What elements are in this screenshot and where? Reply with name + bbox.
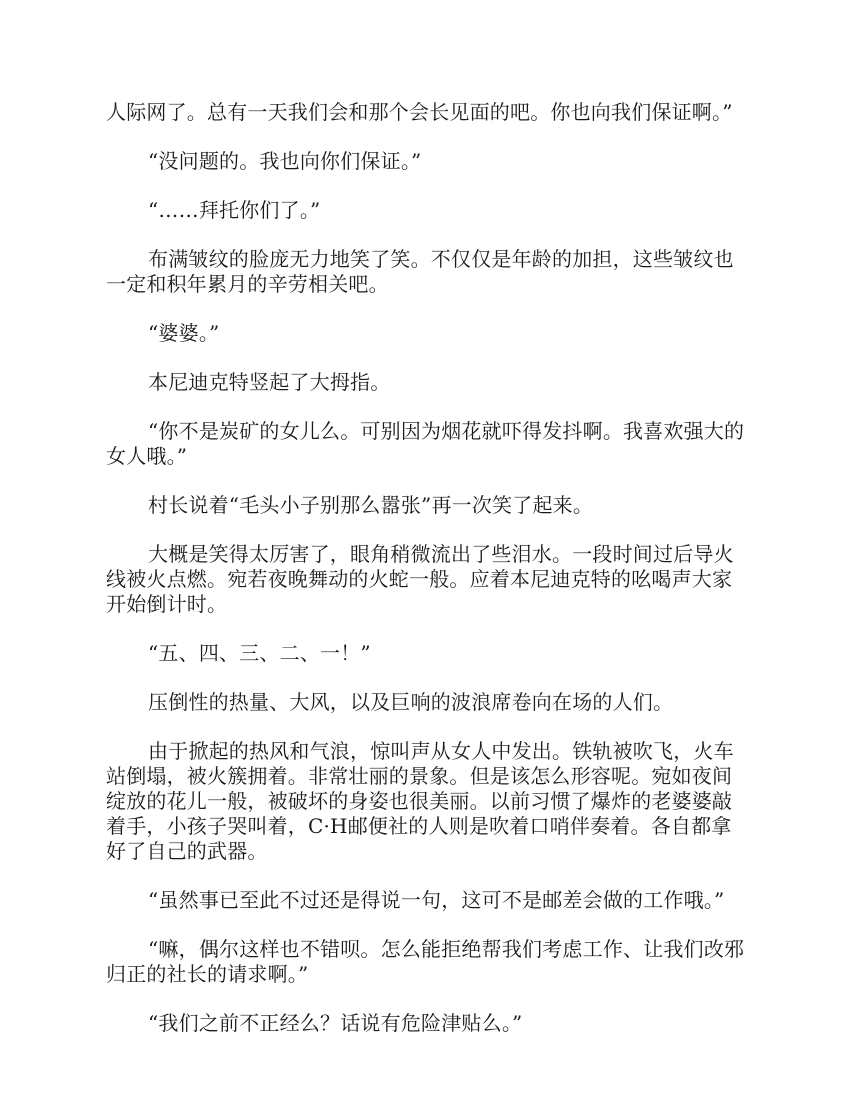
- paragraph: “你不是炭矿的女儿么。可别因为烟花就吓得发抖啊。我喜欢强大的女人哦。”: [106, 419, 745, 468]
- paragraph: 人际网了。总有一天我们会和那个会长见面的吧。你也向我们保证啊。”: [106, 100, 733, 124]
- document-body: [106, 100, 750, 1060]
- paragraph: “嘛，偶尔这样也不错呗。怎么能拒绝帮我们考虑工作、让我们改邪归正的社长的请求啊。”: [106, 937, 745, 986]
- paragraph: 由于掀起的热风和气浪，惊叫声从女人中发出。铁轨被吹飞，火车站倒塌，被火簇拥着。非常壮丽的景象。但是该怎么形容呢。宛如夜间绽放的花儿一般，被破坏的身姿也很美丽。以前习惯了爆炸的老婆婆敲着手，小孩子哭叫着，C·H邮便社的人则是吹着口哨伴奏着。各自都拿好了自己的武器。: [106, 739, 734, 863]
- paragraph: 大概是笑得太厉害了，眼角稍微流出了些泪水。一段时间过后导火线被火点燃。宛若夜晚舞动的火蛇一般。应着本尼迪克特的吆喝声大家开始倒计时。: [106, 542, 734, 616]
- paragraph: “没问题的。我也向你们保证。”: [148, 149, 422, 173]
- paragraph: 压倒性的热量、大风，以及巨响的波浪席卷向在场的人们。: [148, 690, 674, 714]
- paragraph: “五、四、三、二、一！”: [148, 641, 371, 665]
- paragraph: “……拜托你们了。”: [148, 198, 321, 222]
- paragraph: “婆婆。”: [148, 321, 220, 345]
- paragraph: 本尼迪克特竖起了大拇指。: [148, 370, 391, 394]
- paragraph: “虽然事已至此不过还是得说一句，这可不是邮差会做的工作哦。”: [148, 888, 725, 912]
- paragraph: 布满皱纹的脸庞无力地笑了笑。不仅仅是年龄的加担，这些皱纹也一定和积年累月的辛劳相关吧。: [106, 247, 734, 296]
- paragraph: “我们之前不正经么？话说有危险津贴么。”: [148, 1011, 523, 1035]
- paragraph: 村长说着“毛头小子别那么嚣张”再一次笑了起来。: [148, 493, 594, 517]
